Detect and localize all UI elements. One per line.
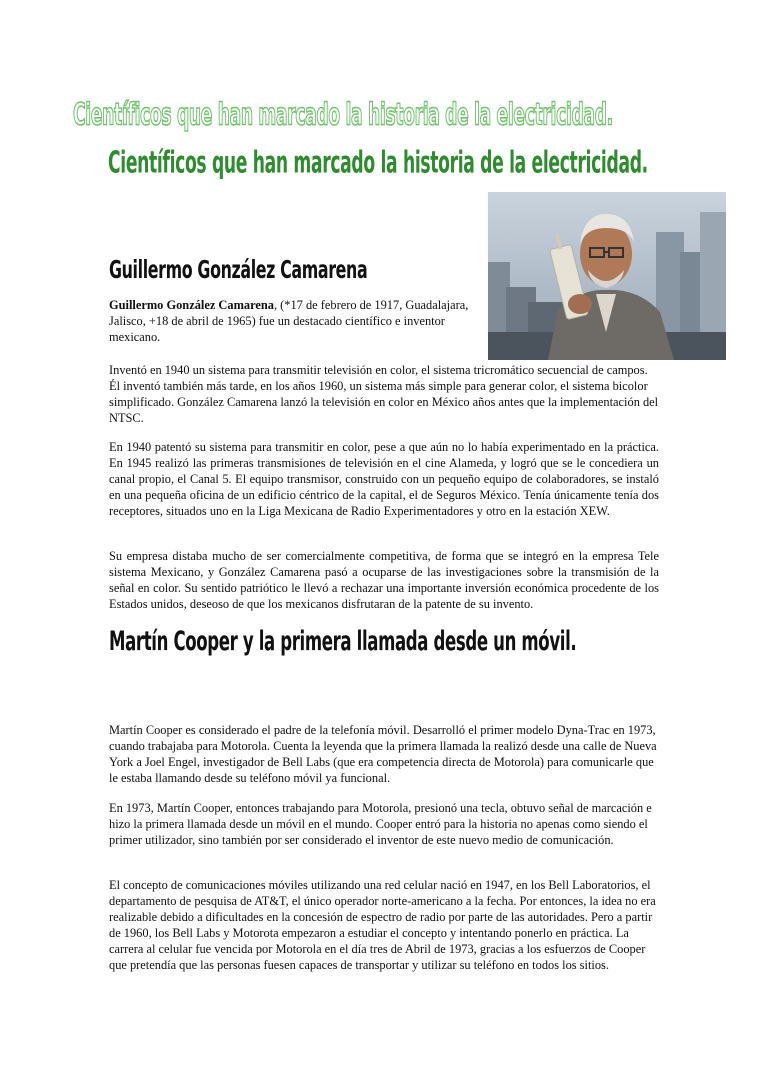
- paragraph: Martín Cooper es considerado el padre de la telefonía móvil. Desarrolló el primer modelo Dyna-Trac en 1973, cuando trabajaba para Motorola. Cuenta la leyenda que la primera llamada la realizó desde una calle de Nueva York a Joel Engel, investigador de Bell Labs (que era competencia directa de Motorola) para comunicarle que le estaba llamando desde su teléfono móvil ya funcional.: [109, 723, 657, 785]
- section-heading-martin-cooper: Martín Cooper y la primera llamada desde un móvil.: [109, 627, 577, 657]
- paragraph: El concepto de comunicaciones móviles utilizando una red celular nació en 1947, en los Bell Laboratorios, el departamento de pesquisa de AT&T, el único operador norte-americano a la fecha. Por entonces, la idea no era realizable debido a dificultades en la concesión de espectro de radio por parte de las autoridades. Pero a partir de 1960, los Bell Labs y Motorota empezaron a estudiar el concepto y intentando ponerlo en práctica. La carrera al celular fue vencida por Motorola en el día tres de Abril de 1973, gracias a los esfuerzos de Cooper que pretendía que las personas fuesen capaces de transportar y utilizar su teléfono en todos los sitios.: [109, 878, 656, 972]
- paragraph: Inventó en 1940 un sistema para transmitir televisión en color, el sistema tricromático secuencial de campos. Él inventó también más tarde, en los años 1960, un sistema más simple para generar color, el sistema bicolor simplificado. González Camarena lanzó la televisión en color en México años antes que la implementación del NTSC.: [109, 363, 659, 425]
- paragraph: En 1973, Martín Cooper, entonces trabajando para Motorola, presionó una tecla, obtuvo señal de marcación e hizo la primera llamada desde un móvil en el mundo. Cooper entró para la historia no apenas como siendo el primer utilizador, sino también por ser considerado el inventor de este nuevo medio de comunicación.: [109, 801, 652, 847]
- intro-name: Guillermo González Camarena: [109, 298, 274, 312]
- photo-inventor-with-mobile-phone: [488, 192, 726, 360]
- intro-paragraph: [109, 297, 481, 345]
- document-title: Científicos que han marcado la historia de la electricidad.: [108, 146, 648, 181]
- section-heading-gonzalez-camarena: Guillermo González Camarena: [109, 256, 368, 285]
- paragraph: En 1940 patentó su sistema para transmitir en color, pese a que aún no lo había experimentado en la práctica. En 1945 realizó las primeras transmisiones de televisión en el cine Alameda, y logró que se le concediera un canal propio, el Canal 5. El equipo transmisor, construido con un pequeño equipo de colaboradores, se instaló en una pequeña oficina de un edificio céntrico de la capital, el de Seguros México. Tenía únicamente tenía dos receptores, situados uno en la Liga Mexicana de Radio Experimentadores y otro en la estación XEW.: [109, 440, 659, 518]
- document-title-shadow: Científicos que han marcado la historia de la electricidad.: [73, 98, 613, 133]
- intro-rest: , (*17 de febrero de 1917, Guadalajara, Jalisco, +18 de abril de 1965) fue un destacado científico e inventor mexicano.: [109, 298, 469, 344]
- paragraph: Su empresa distaba mucho de ser comercialmente competitiva, de forma que se integró en la empresa Tele sistema Mexicano, y González Camarena pasó a ocuparse de las investigaciones sobre la transmisión de la señal en color. Su sentido patriótico le llevó a rechazar una importante inversión económica procedente de los Estados unidos, deseoso de que los mexicanos disfrutaran de la patente de su invento.: [109, 549, 659, 611]
